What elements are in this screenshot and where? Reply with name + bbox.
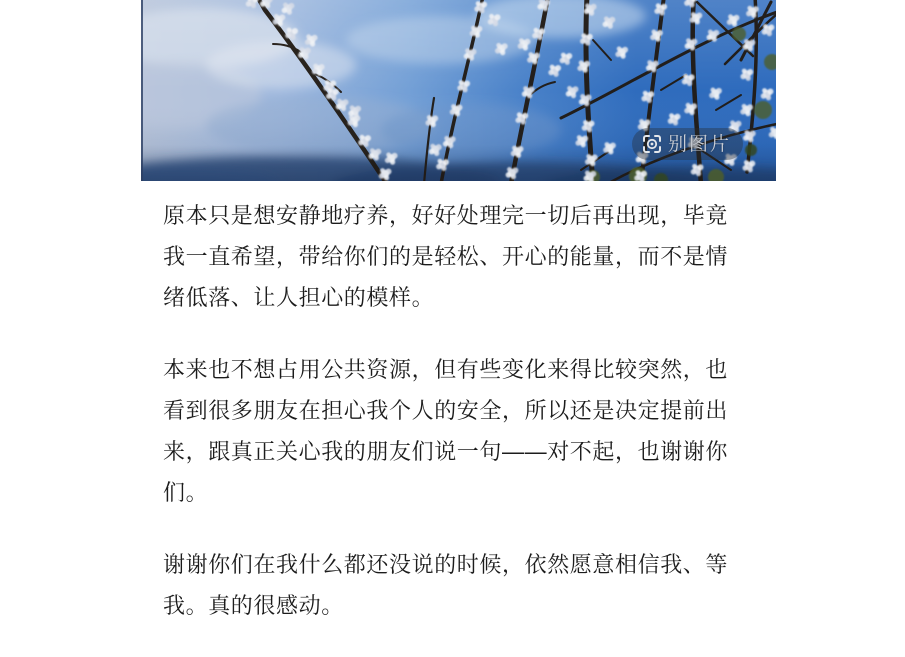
- text-line: 我。真的很感动。: [163, 593, 344, 618]
- text-line: 本来也不想占用公共资源，但有些变化来得比较突然，也: [163, 357, 729, 382]
- blossom-photo[interactable]: [141, 0, 776, 181]
- watermark-label: 别图片: [667, 133, 731, 155]
- text-line: 绪低落、让人担心的模样。: [163, 285, 435, 310]
- paragraph-2: [163, 349, 754, 513]
- scan-icon: [641, 133, 663, 155]
- text-line: 来，跟真正关心我的朋友们说一句——对不起，也谢谢你: [163, 439, 729, 464]
- text-line: 们。: [163, 480, 209, 505]
- text-line: 原本只是想安静地疗养，好好处理完一切后再出现，毕竟: [163, 203, 729, 228]
- text-line: 看到很多朋友在担心我个人的安全，所以还是决定提前出: [163, 398, 729, 423]
- article-body: [141, 181, 776, 626]
- text-line: 谢谢你们在我什么都还没说的时候，依然愿意相信我、等: [163, 552, 729, 577]
- paragraph-1: [163, 195, 754, 318]
- text-line: 我一直希望，带给你们的是轻松、开心的能量，而不是情: [163, 244, 729, 269]
- image-recognize-badge[interactable]: [632, 128, 743, 160]
- content-column: [141, 0, 776, 657]
- paragraph-3: [163, 544, 754, 626]
